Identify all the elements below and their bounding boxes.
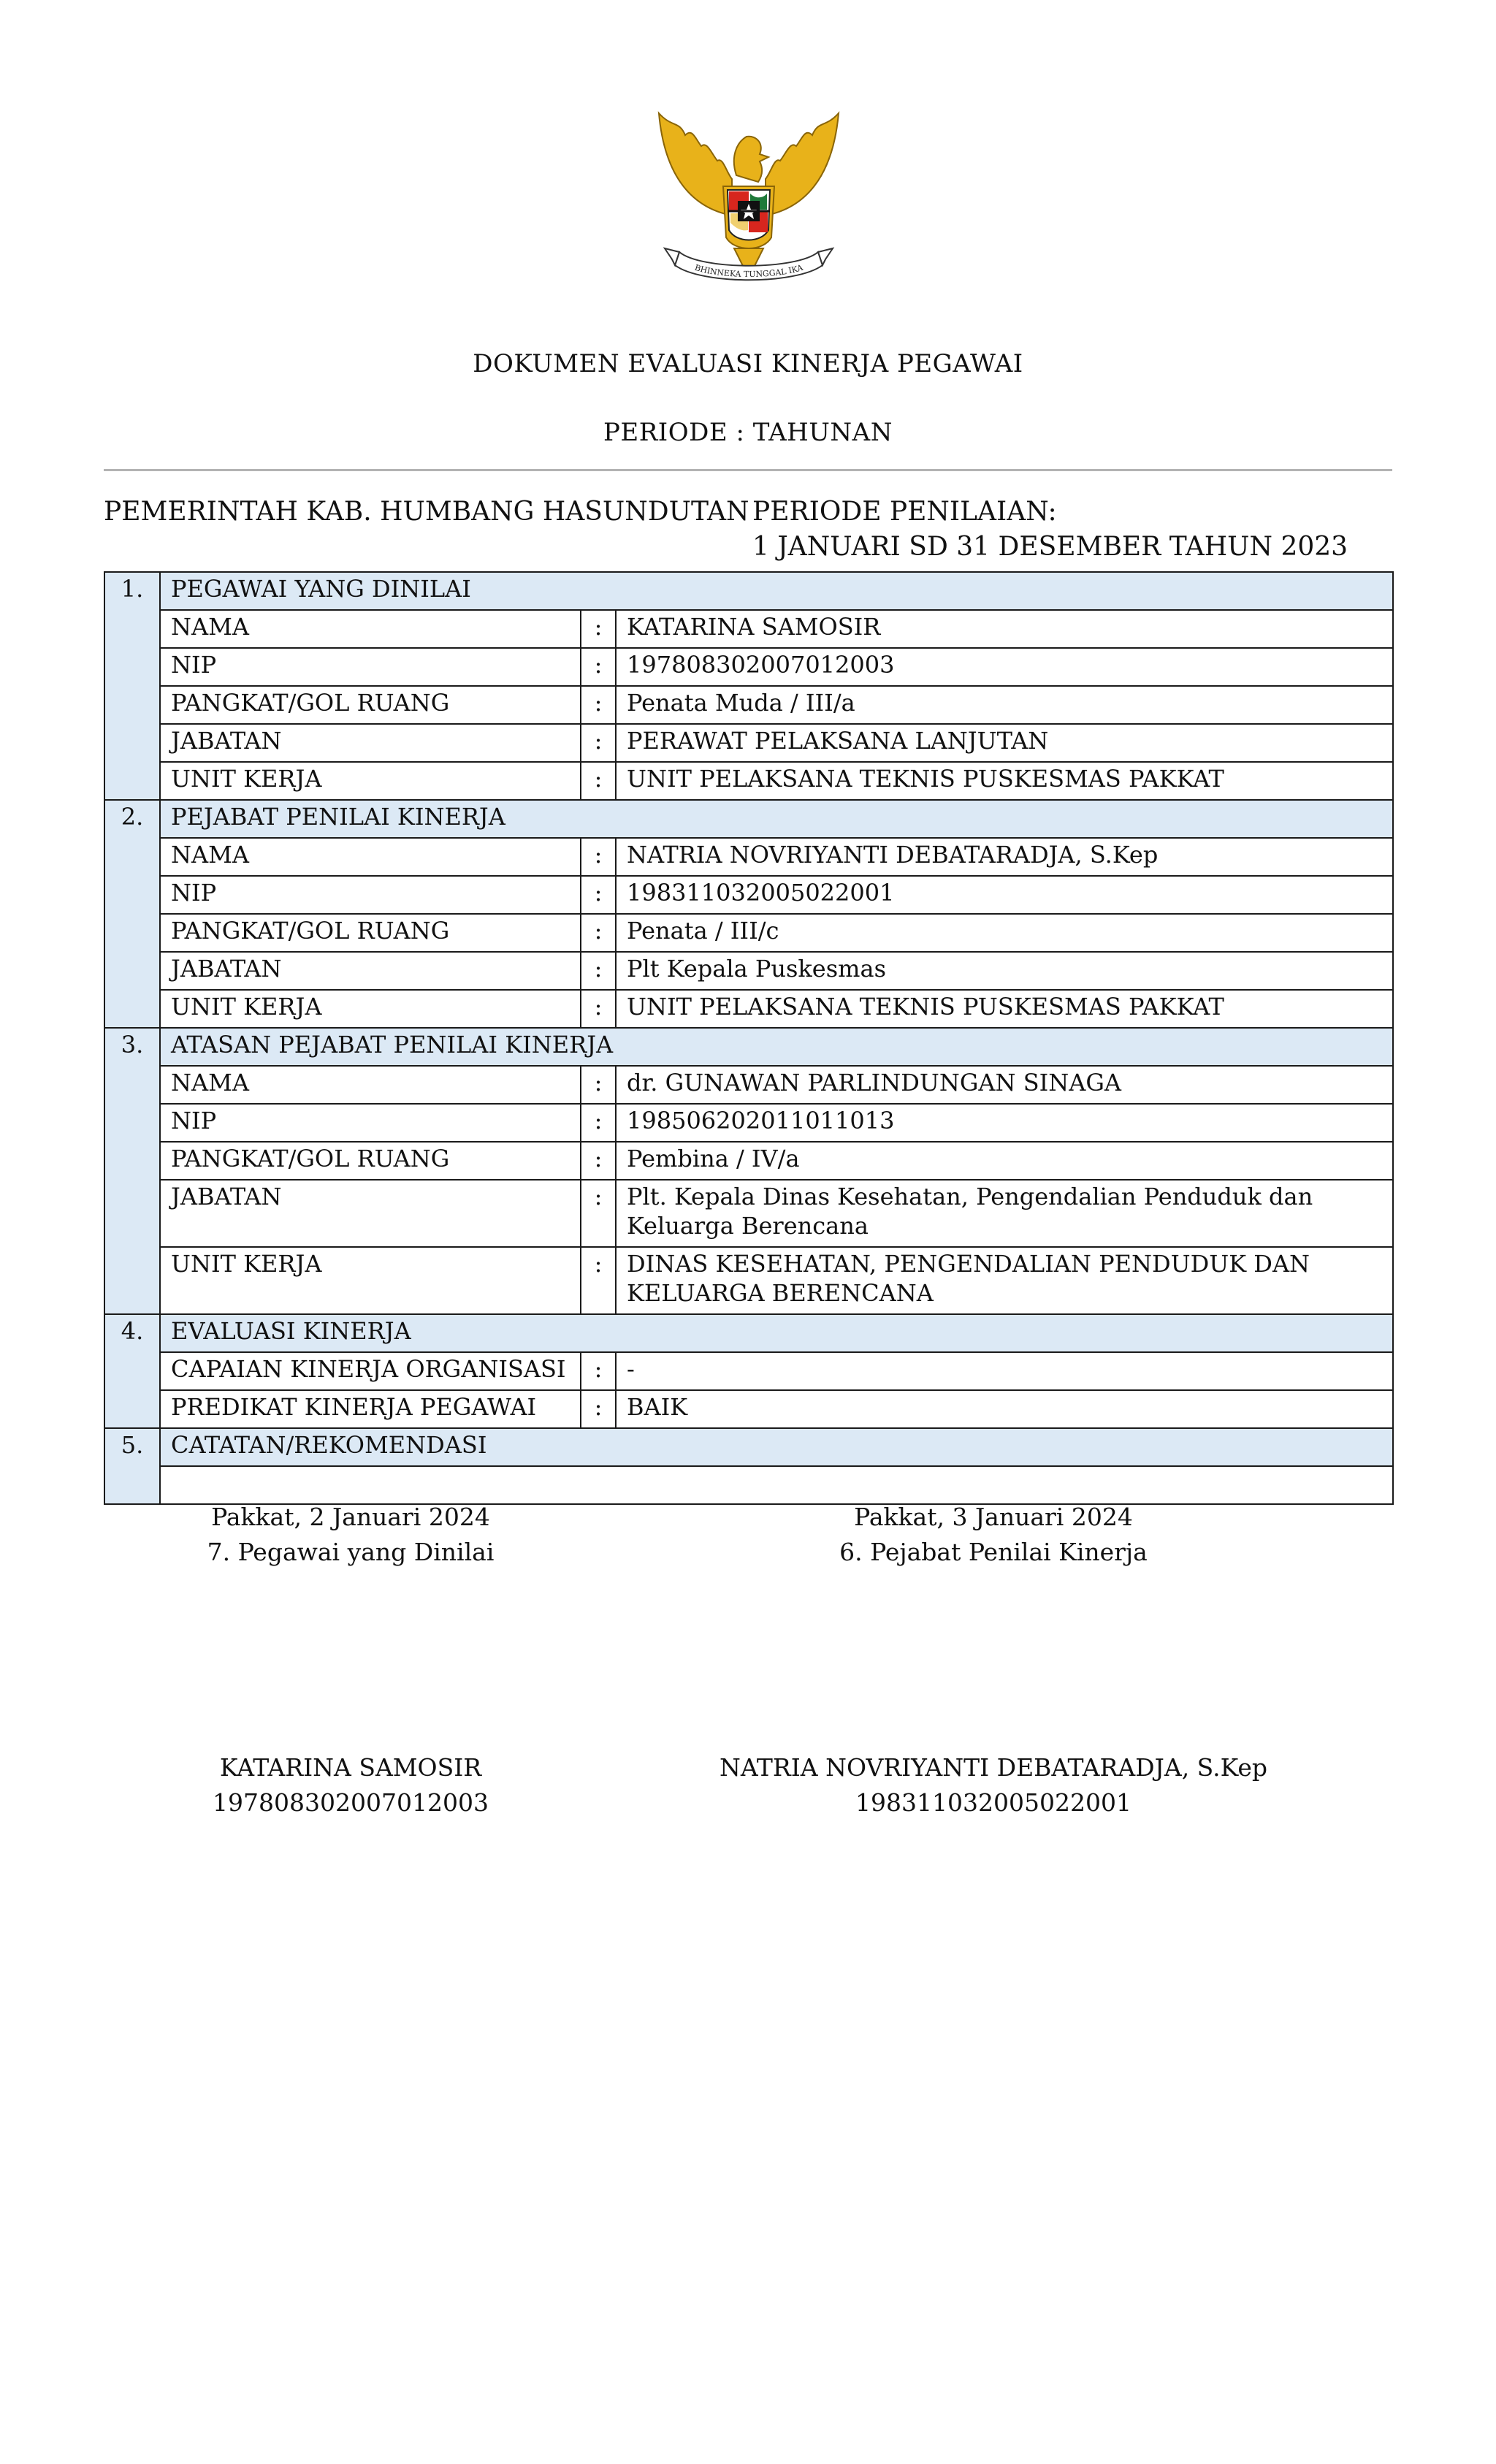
signature-place-date: Pakkat, 3 Januari 2024 — [854, 1503, 1133, 1531]
header-divider — [104, 469, 1392, 471]
field-value: UNIT PELAKSANA TEKNIS PUSKESMAS PAKKAT — [616, 990, 1393, 1028]
colon: : — [581, 838, 616, 876]
signature-assessor — [774, 1500, 1213, 1570]
field-value: dr. GUNAWAN PARLINDUNGAN SINAGA — [616, 1066, 1393, 1104]
signature-employee-identity — [131, 1750, 570, 1820]
field-label: PANGKAT/GOL RUANG — [160, 914, 581, 952]
field-value: Penata Muda / III/a — [616, 686, 1393, 724]
field-label: PANGKAT/GOL RUANG — [160, 1142, 581, 1180]
field-value: Penata / III/c — [616, 914, 1393, 952]
field-value: UNIT PELAKSANA TEKNIS PUSKESMAS PAKKAT — [616, 762, 1393, 800]
colon: : — [581, 1390, 616, 1428]
field-label: PREDIKAT KINERJA PEGAWAI — [160, 1390, 581, 1428]
field-label: JABATAN — [160, 1180, 581, 1247]
evaluation-table — [104, 571, 1394, 1505]
signer-nip: 198311032005022001 — [855, 1788, 1131, 1817]
field-value: - — [616, 1352, 1393, 1390]
colon: : — [581, 1352, 616, 1390]
field-value: Pembina / IV/a — [616, 1142, 1393, 1180]
field-label: NIP — [160, 648, 581, 686]
assessment-period-range: 1 JANUARI SD 31 DESEMBER TAHUN 2023 — [752, 532, 1348, 562]
signature-employee — [131, 1500, 570, 1570]
signature-role: 6. Pejabat Penilai Kinerja — [839, 1538, 1148, 1566]
section-title: CATATAN/REKOMENDASI — [160, 1428, 1393, 1466]
colon: : — [581, 1104, 616, 1142]
field-label: NIP — [160, 1104, 581, 1142]
colon: : — [581, 1247, 616, 1314]
field-label: NAMA — [160, 610, 581, 648]
field-value: KATARINA SAMOSIR — [616, 610, 1393, 648]
recommendation-note — [160, 1466, 1393, 1504]
field-label: UNIT KERJA — [160, 990, 581, 1028]
field-value: PERAWAT PELAKSANA LANJUTAN — [616, 724, 1393, 762]
section-title: PEGAWAI YANG DINILAI — [160, 572, 1393, 610]
colon: : — [581, 1142, 616, 1180]
document-period: PERIODE : TAHUNAN — [603, 418, 893, 447]
signer-name: NATRIA NOVRIYANTI DEBATARADJA, S.Kep — [719, 1753, 1268, 1782]
signature-place-date: Pakkat, 2 Januari 2024 — [211, 1503, 490, 1531]
colon: : — [581, 914, 616, 952]
field-label: JABATAN — [160, 952, 581, 990]
signer-name: KATARINA SAMOSIR — [219, 1753, 482, 1782]
colon: : — [581, 724, 616, 762]
section-number: 1. — [104, 572, 160, 800]
field-value: Plt Kepala Puskesmas — [616, 952, 1393, 990]
field-value: NATRIA NOVRIYANTI DEBATARADJA, S.Kep — [616, 838, 1393, 876]
section-title: PEJABAT PENILAI KINERJA — [160, 800, 1393, 838]
section-number: 3. — [104, 1028, 160, 1314]
colon: : — [581, 1066, 616, 1104]
field-value: 197808302007012003 — [616, 648, 1393, 686]
signature-role: 7. Pegawai yang Dinilai — [207, 1538, 495, 1566]
field-label: JABATAN — [160, 724, 581, 762]
emblem-motto: BHINNEKA TUNGGAL IKA — [693, 262, 804, 280]
colon: : — [581, 990, 616, 1028]
field-label: UNIT KERJA — [160, 762, 581, 800]
document-title: DOKUMEN EVALUASI KINERJA PEGAWAI — [473, 349, 1023, 378]
field-label: NIP — [160, 876, 581, 914]
field-label: UNIT KERJA — [160, 1247, 581, 1314]
signature-assessor-identity — [701, 1750, 1286, 1820]
field-value: BAIK — [616, 1390, 1393, 1428]
field-value: Plt. Kepala Dinas Kesehatan, Pengendalian Penduduk dan Keluarga Berencana — [616, 1180, 1393, 1247]
colon: : — [581, 1180, 616, 1247]
colon: : — [581, 876, 616, 914]
field-label: PANGKAT/GOL RUANG — [160, 686, 581, 724]
field-value: 198311032005022001 — [616, 876, 1393, 914]
garuda-pancasila-icon — [650, 106, 847, 296]
field-value: 198506202011011013 — [616, 1104, 1393, 1142]
section-number: 4. — [104, 1314, 160, 1428]
field-label: NAMA — [160, 838, 581, 876]
field-value: DINAS KESEHATAN, PENGENDALIAN PENDUDUK DAN KELUARGA BERENCANA — [616, 1247, 1393, 1314]
field-label: NAMA — [160, 1066, 581, 1104]
signer-nip: 197808302007012003 — [213, 1788, 489, 1817]
section-title: ATASAN PEJABAT PENILAI KINERJA — [160, 1028, 1393, 1066]
field-label: CAPAIAN KINERJA ORGANISASI — [160, 1352, 581, 1390]
assessment-period-label: PERIODE PENILAIAN: — [752, 497, 1057, 527]
colon: : — [581, 610, 616, 648]
section-title: EVALUASI KINERJA — [160, 1314, 1393, 1352]
government-name: PEMERINTAH KAB. HUMBANG HASUNDUTAN — [104, 497, 749, 527]
colon: : — [581, 762, 616, 800]
colon: : — [581, 952, 616, 990]
colon: : — [581, 686, 616, 724]
colon: : — [581, 648, 616, 686]
section-number: 2. — [104, 800, 160, 1028]
section-number: 5. — [104, 1428, 160, 1504]
